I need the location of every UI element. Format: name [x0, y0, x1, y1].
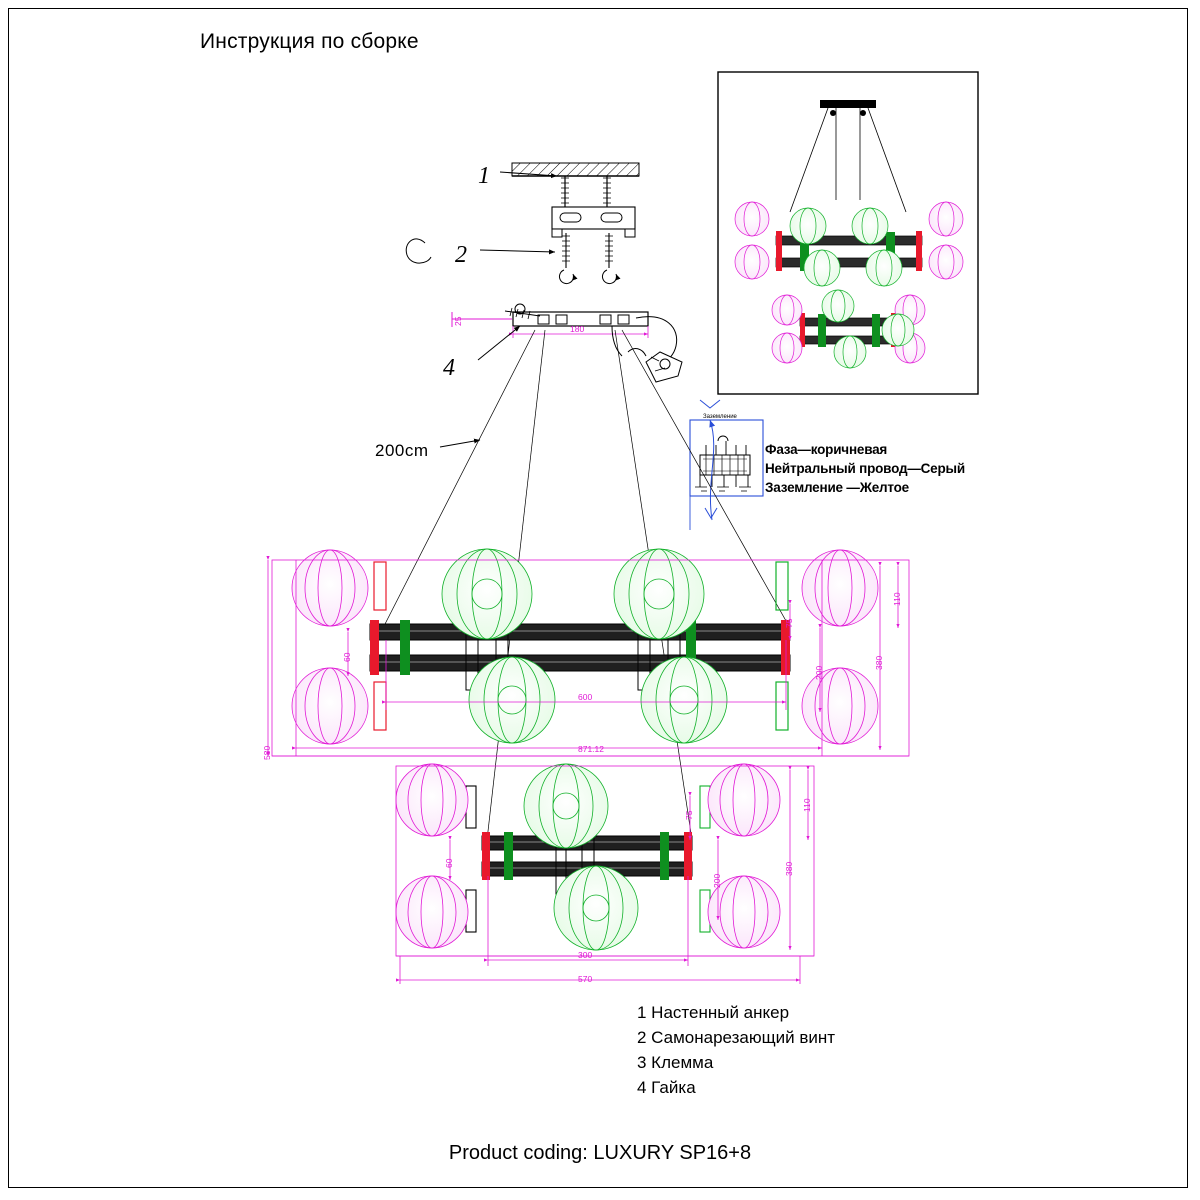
dim-60-lower: 60 — [444, 858, 454, 868]
product-coding: Product coding: LUXURY SP16+8 — [448, 1142, 752, 1164]
mounting-bar-detail — [452, 304, 682, 382]
dim-75-upper: 75 — [784, 618, 794, 628]
callout-4: 4 — [443, 355, 455, 381]
wiring-line-neutral: Нейтральный провод—Серый — [765, 461, 965, 476]
upper-tier-fixture — [292, 549, 878, 744]
lower-tier-fixture — [396, 764, 780, 950]
callout-2: 2 — [455, 242, 467, 268]
dim-871: 871.12 — [578, 744, 604, 754]
legend-item-nut: 4 Гайка — [637, 1078, 696, 1097]
dim-570: 570 — [578, 974, 593, 984]
dim-110-upper: 110 — [892, 592, 902, 606]
wiring-line-earth: Заземление —Желтое — [765, 480, 909, 495]
wiring-line-phase: Фаза—коричневая — [765, 442, 888, 457]
cable-length-label: 200cm — [375, 441, 429, 460]
legend-item-terminal: 3 Клемма — [637, 1053, 714, 1072]
dim-75-lower: 75 — [684, 810, 694, 820]
dim-380-lower: 380 — [784, 861, 794, 876]
legend-item-anchor: 1 Настенный анкер — [637, 1003, 790, 1022]
assembled-preview-inset — [718, 72, 978, 394]
svg-text:25: 25 — [453, 316, 463, 326]
legend-item-screw: 2 Самонарезающий винт — [637, 1028, 836, 1047]
ceiling-mount-detail — [406, 163, 639, 284]
dim-60-upper: 60 — [342, 652, 352, 662]
terminal-block-detail — [690, 400, 763, 530]
dim-580: 580 — [262, 745, 272, 760]
callout-1: 1 — [478, 163, 490, 189]
dim-200-upper: 200 — [814, 665, 824, 680]
page-title: Инструкция по сборке — [200, 30, 419, 53]
dim-380-upper: 380 — [874, 655, 884, 670]
svg-text:Заземление: Заземление — [703, 414, 737, 420]
dim-600: 600 — [578, 692, 593, 702]
dim-110-lower: 110 — [802, 798, 812, 812]
dim-200-lower: 200 — [712, 873, 722, 888]
svg-text:180: 180 — [570, 324, 585, 334]
dim-300: 300 — [578, 950, 593, 960]
